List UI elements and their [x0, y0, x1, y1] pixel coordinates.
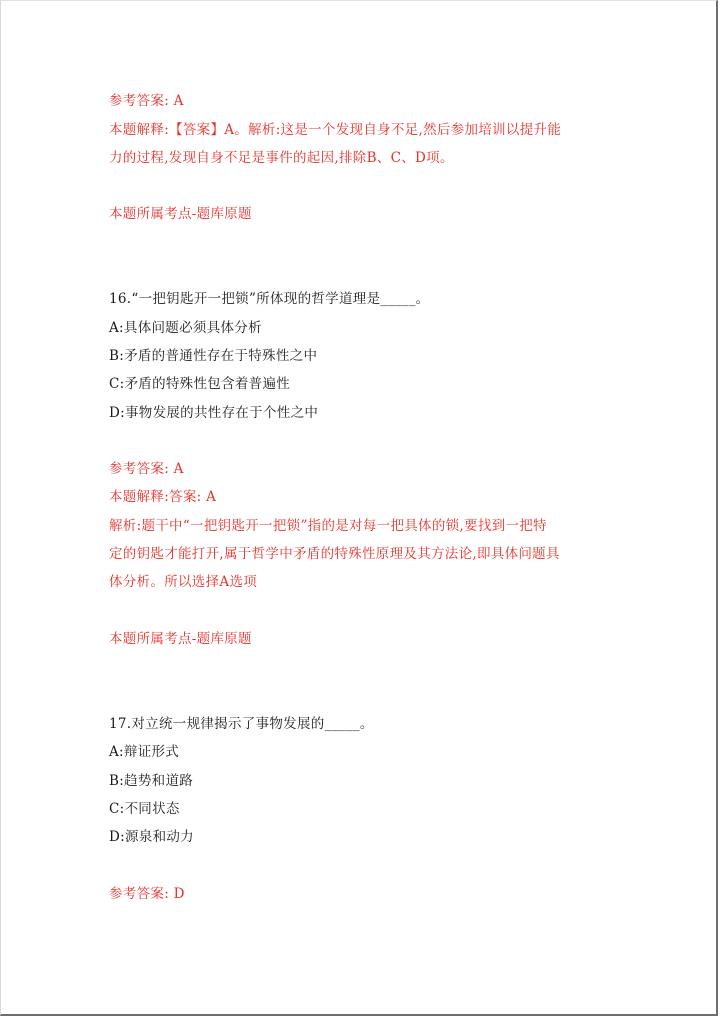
q16-option-d: D:事物发展的共性存在于个性之中 [109, 405, 319, 421]
q16-question: 16.“一把钥匙开一把锁”所体现的哲学道理是_____。 [109, 291, 430, 307]
q16-analysis-line-3: 体分析。所以选择A选项 [109, 574, 258, 590]
q17-option-c: C:不同状态 [109, 801, 180, 817]
q16-option-b: B:矛盾的普通性存在于特殊性之中 [109, 348, 318, 364]
q16-answer: 参考答案: A [109, 461, 184, 477]
q16-analysis-line-2: 定的钥匙才能打开,属于哲学中矛盾的特殊性原理及其方法论,即具体问题具 [109, 546, 560, 562]
q16-option-a: A:具体问题必须具体分析 [109, 320, 262, 336]
q15-answer: 参考答案: A [109, 93, 184, 109]
q17-answer: 参考答案: D [109, 886, 185, 902]
q16-explanation-header: 本题解释:答案: A [109, 489, 217, 505]
q15-explanation-line-2: 力的过程,发现自身不足是事件的起因,排除B、C、D项。 [109, 150, 454, 166]
q15-source: 本题所属考点-题库原题 [109, 206, 252, 222]
q16-option-c: C:矛盾的特殊性包含着普遍性 [109, 376, 291, 392]
q17-question: 17.对立统一规律揭示了事物发展的_____。 [109, 716, 374, 732]
q15-explanation-line-1: 本题解释:【答案】A。解析:这是一个发现自身不足,然后参加培训以提升能 [109, 122, 562, 138]
q17-option-b: B:趋势和道路 [109, 773, 194, 789]
q16-source: 本题所属考点-题库原题 [109, 631, 252, 647]
q17-option-a: A:辩证形式 [109, 744, 180, 760]
q17-option-d: D:源泉和动力 [109, 829, 194, 845]
q16-analysis-line-1: 解析:题干中“一把钥匙开一把锁”指的是对每一把具体的锁,要找到一把特 [109, 518, 547, 534]
